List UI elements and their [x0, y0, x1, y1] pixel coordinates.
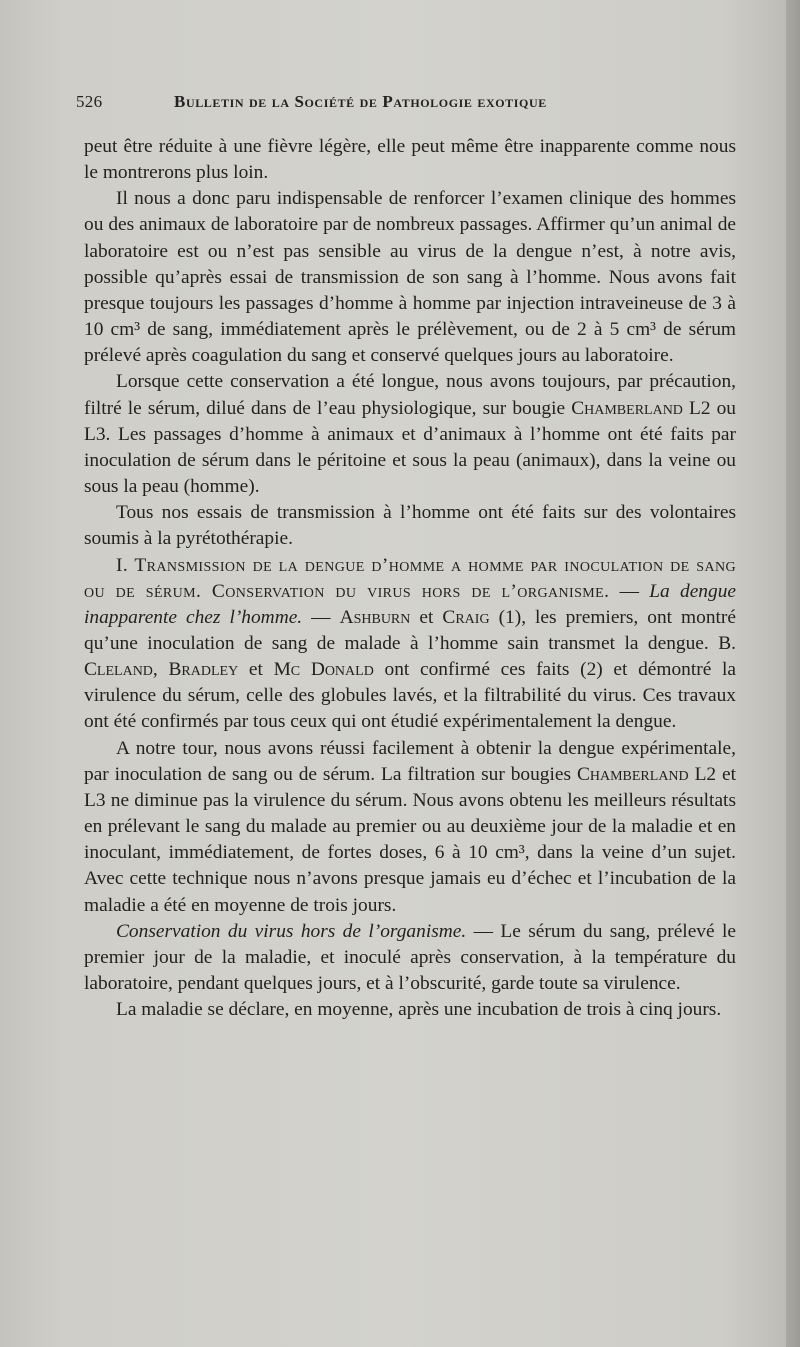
paragraph: [84, 134, 736, 186]
paragraph-text: (1), les premiers, ont montré qu’une inoculation de sang de malade à l’homme sain transmet la dengue. B.: [84, 606, 736, 654]
page-edge: [786, 0, 800, 1347]
paragraph: [84, 186, 736, 369]
author-name: Bradley: [168, 659, 239, 681]
paragraph: [84, 919, 736, 997]
author-name: Mc Donald: [273, 659, 374, 681]
paragraph-text: L2 ou L3. Les passages d’homme à animaux et d’animaux à l’homme ont été faits par inoculation de sérum dans le péritoine et sous la peau (animaux), dans la veine ou sous la peau (homme).: [84, 397, 737, 498]
author-name: Cleland: [84, 659, 153, 681]
paragraph-text: — Le sérum du sang, prélevé le premier jour de la maladie, et inoculé après conservation, à la température du laboratoire, pendant quelques jours, et à l’obscurité, garde toute sa virulence.: [84, 920, 736, 994]
page-header: [76, 92, 736, 114]
paragraph: [84, 369, 736, 500]
paragraph-text: ,: [152, 659, 158, 681]
running-title: Bulletin de la Société de Pathologie exotique: [174, 92, 547, 111]
body-text: [84, 134, 736, 1023]
paragraph-text: Lorsque cette conservation a été longue, nous avons toujours, par précaution, filtré le sérum, dilué dans de l’eau physiologique, sur bougie: [84, 371, 736, 419]
paragraph-text: peut être réduite à une fièvre légère, elle peut même être inapparente comme nous le montrerons plus loin.: [84, 136, 736, 184]
paragraph: [84, 553, 736, 736]
paragraph-text: ont confirmé ces faits (2) et démontré la virulence du sérum, celle des globules lavés, et la filtrabilité du virus. Ces travaux ont été confirmés par tous ceux qui ont étudié expérimentalement la dengue.: [84, 659, 736, 733]
dash: —: [619, 580, 639, 602]
paragraph-text: et: [419, 606, 434, 628]
author-name: Ashburn: [339, 606, 411, 628]
paragraph: [84, 736, 736, 919]
paragraph: [84, 997, 736, 1023]
author-name: Chamberland: [576, 763, 689, 785]
paragraph: [84, 500, 736, 552]
author-name: Craig: [442, 606, 490, 628]
section-heading: I. Transmission de la dengue d’homme a homme par inoculation de sang ou de sérum. Conservation du virus hors de l’organisme.: [84, 554, 736, 602]
author-name: Chamberland: [571, 397, 683, 419]
paragraph-text: L2 et L3 ne diminue pas la virulence du sérum. Nous avons obtenu les meilleurs résultats en prélevant le sang du malade au premier ou au deuxième jour de la maladie et en inoculant, immédiatement, de fortes doses, 6 à 10 cm³, dans la veine d’un sujet. Avec cette technique nous n’avons presque jamais eu d’échec et l’incubation de la maladie a été en moyenne de trois jours.: [84, 763, 736, 916]
paragraph-text: A notre tour, nous avons réussi facilement à obtenir la dengue expérimentale, par inoculation de sang ou de sérum. La filtration sur bougies: [84, 737, 736, 785]
paragraph-text: Il nous a donc paru indispensable de renforcer l’examen clinique des hommes ou des animaux de laboratoire par de nombreux passages. Affirmer qu’un animal de laboratoire est ou n’est pas sensible au virus de la dengue n’est, à notre avis, possible qu’après essai de transmission de son sang à l’homme. Nous avons fait presque toujours les passages d’homme à homme par injection intraveineuse de 3 à 10 cm³ de sang, immédiatement après le prélèvement, ou de 2 à 5 cm³ de sérum prélevé après coagulation du sang et conservé quelques jours au laboratoire.: [84, 188, 736, 367]
paragraph-text: et: [248, 659, 263, 681]
paragraph-text: Tous nos essais de transmission à l’homme ont été faits sur des volontaires soumis à la pyrétothérapie.: [84, 502, 736, 550]
paragraph-text: La maladie se déclare, en moyenne, après une incubation de trois à cinq jours.: [116, 999, 722, 1021]
subsection-title: Conservation du virus hors de l’organisme.: [116, 920, 467, 942]
dash: —: [311, 606, 331, 628]
subsection-title: La dengue inapparente chez l’homme.: [84, 580, 736, 628]
page-number: 526: [76, 92, 103, 111]
